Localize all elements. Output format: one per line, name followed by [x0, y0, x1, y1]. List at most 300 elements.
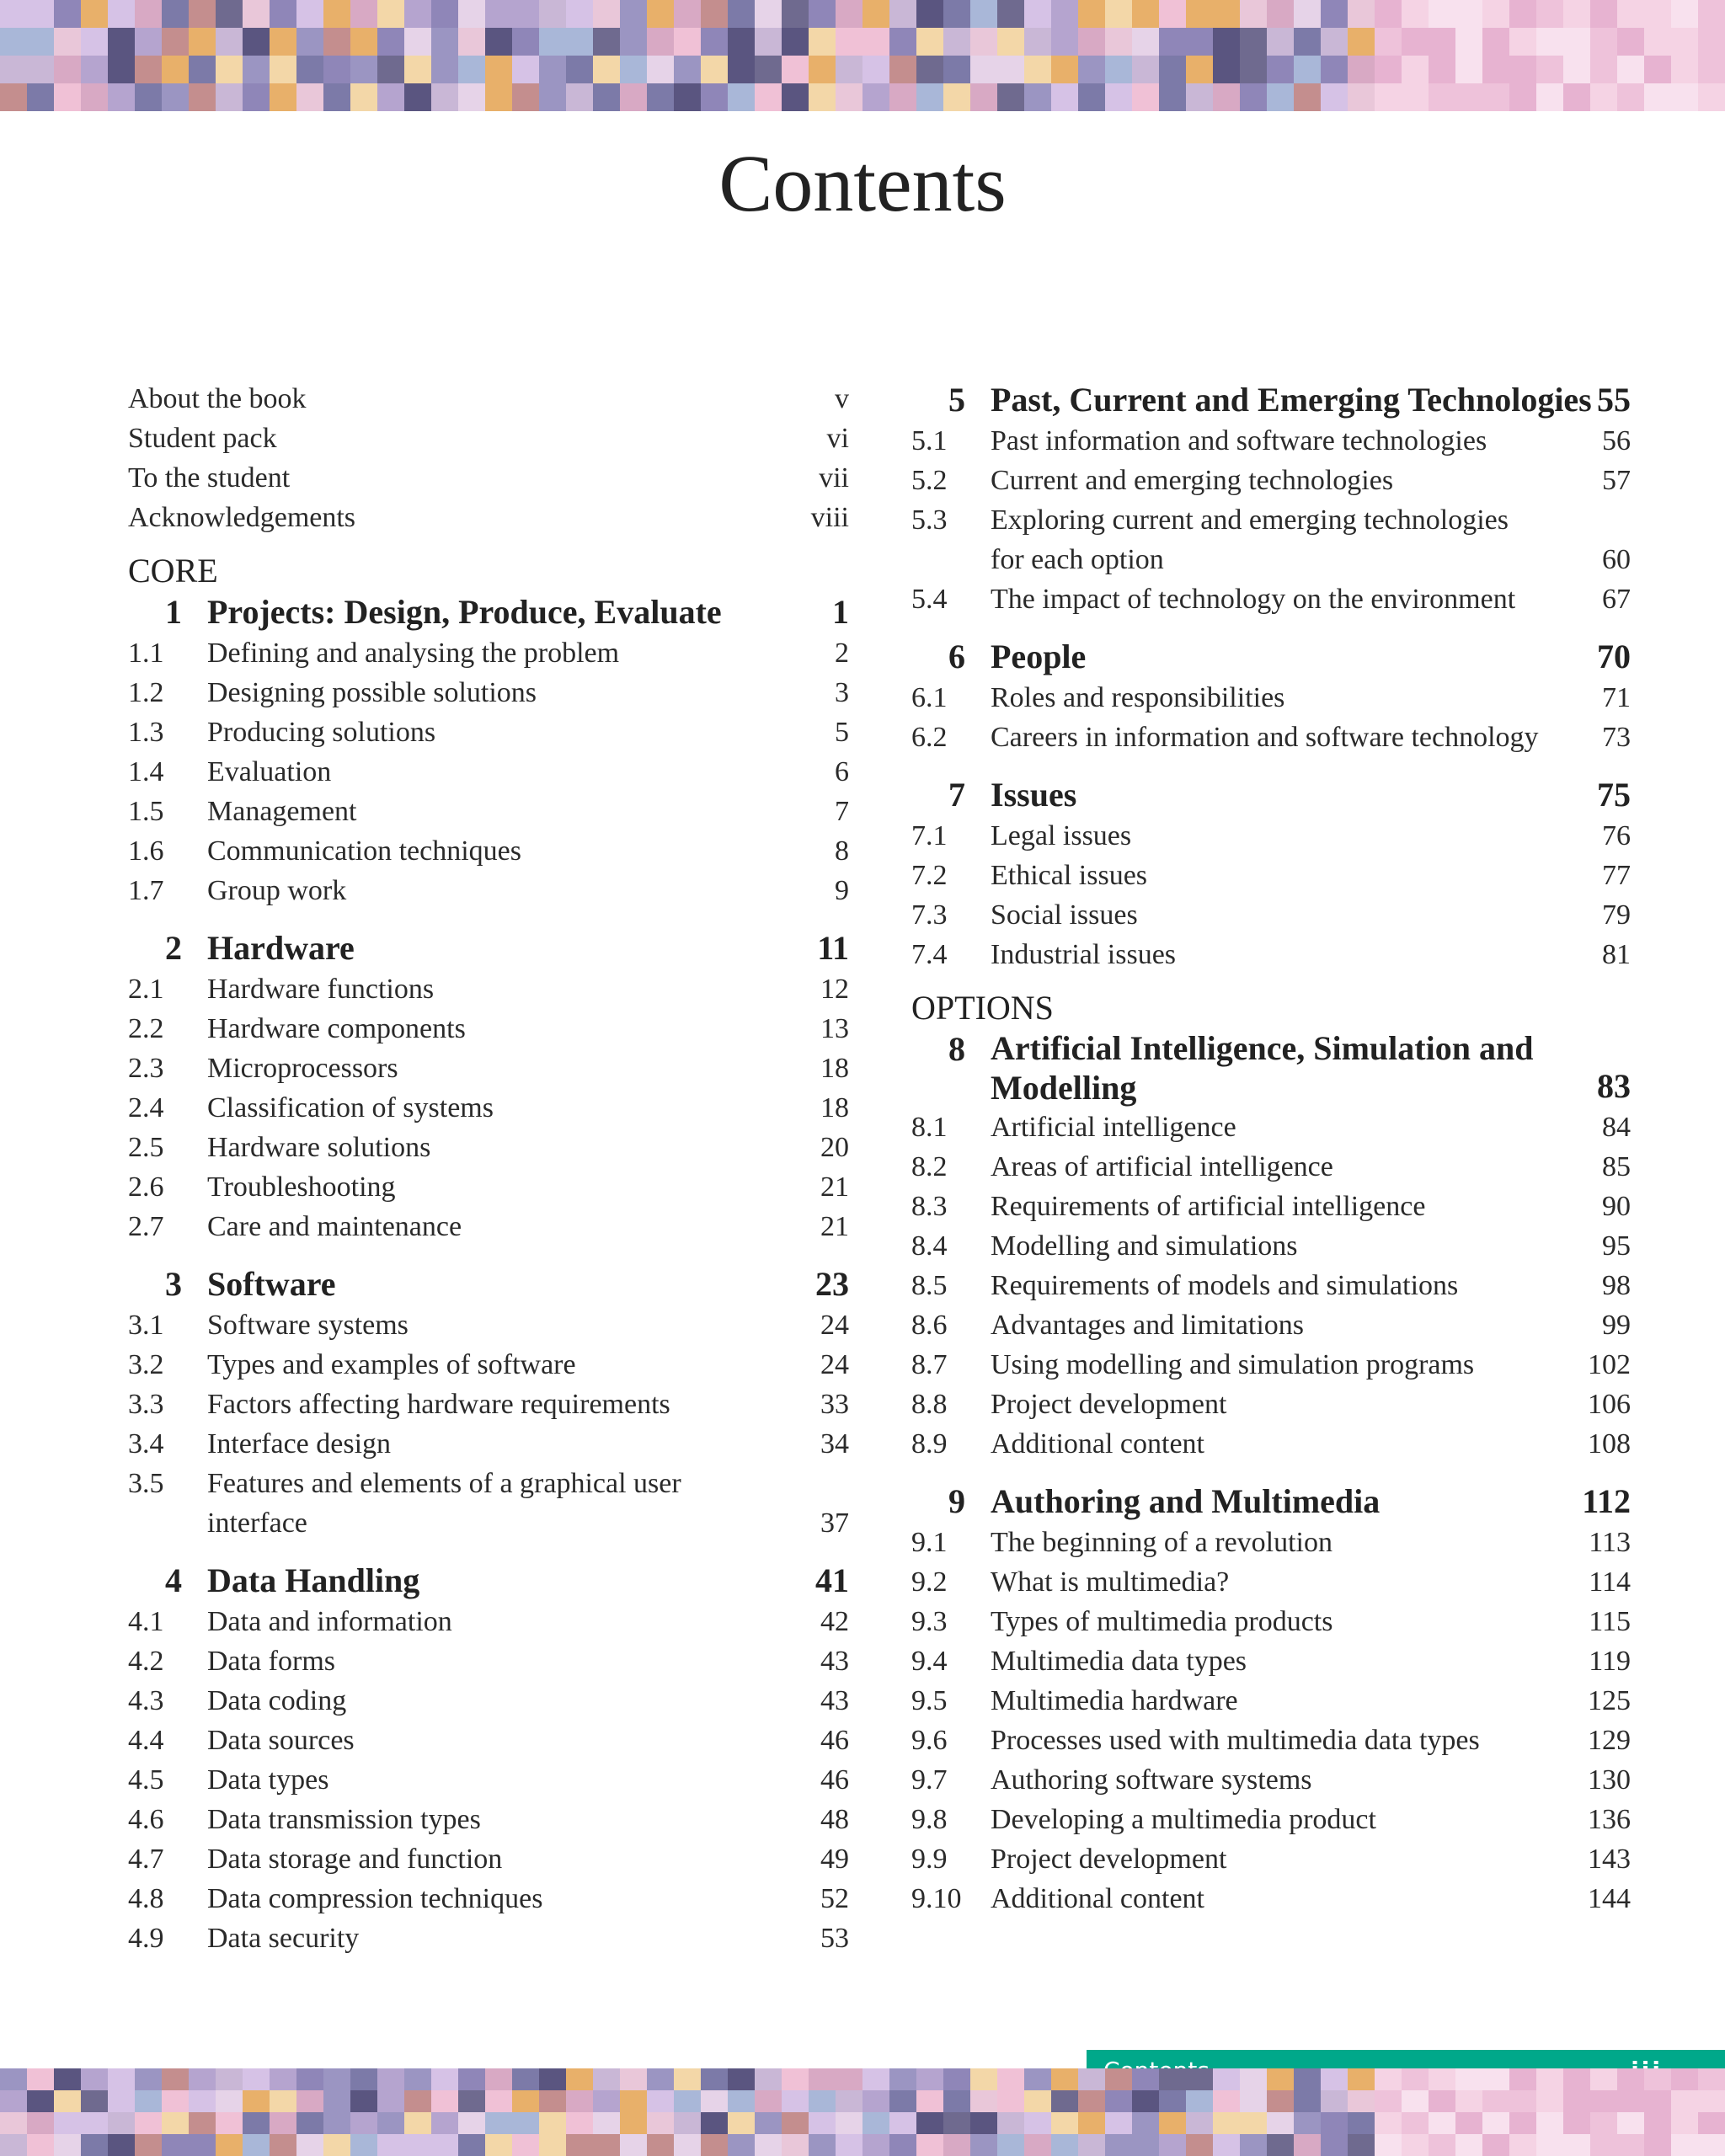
section-number: 9.6: [911, 1725, 948, 1756]
contents-entry[interactable]: [128, 969, 849, 1009]
mosaic-tile: [1375, 2068, 1402, 2090]
mosaic-tile: [243, 2134, 270, 2156]
core-heading: CORE: [128, 552, 218, 590]
mosaic-tile: [1186, 83, 1213, 111]
contents-entry[interactable]: [128, 1207, 849, 1246]
mosaic-tile: [728, 2090, 755, 2112]
contents-entry[interactable]: [911, 1147, 1631, 1187]
contents-entry[interactable]: [911, 1345, 1631, 1385]
mosaic-tile: [1509, 2112, 1536, 2134]
section-title: [991, 1523, 1589, 1562]
section-number: 2.7: [128, 1211, 164, 1242]
contents-entry[interactable]: [911, 816, 1631, 856]
section-title: [991, 895, 1597, 935]
mosaic-tile: [647, 83, 674, 111]
contents-entry[interactable]: [911, 718, 1631, 757]
mosaic-tile: [782, 2112, 809, 2134]
section-title-line: Group work: [207, 875, 347, 906]
mosaic-tile: [782, 28, 809, 56]
mosaic-tile: [1159, 2090, 1186, 2112]
page-number: 18: [820, 1092, 849, 1123]
contents-entry[interactable]: [128, 1049, 849, 1088]
contents-entry[interactable]: [128, 1602, 849, 1641]
mosaic-tile: [1240, 56, 1267, 83]
contents-entry[interactable]: [911, 1562, 1631, 1602]
page-number: 73: [1602, 722, 1631, 753]
contents-entry[interactable]: [911, 1226, 1631, 1266]
contents-entry[interactable]: [911, 579, 1631, 619]
front-matter-list: [128, 379, 849, 537]
mosaic-tile: [458, 2090, 485, 2112]
contents-entry[interactable]: [128, 673, 849, 712]
chapter-heading[interactable]: [128, 1560, 849, 1602]
mosaic-tile: [1698, 56, 1725, 83]
mosaic-tile: [1402, 28, 1429, 56]
page-number: 21: [820, 1171, 849, 1203]
section-number: 7.1: [911, 820, 948, 851]
mosaic-tile: [1213, 2134, 1240, 2156]
section-title: [991, 1760, 1588, 1800]
section-title-line: Exploring current and emerging technologies: [991, 504, 1509, 536]
mosaic-tile: [1348, 2068, 1375, 2090]
mosaic-tile: [728, 2134, 755, 2156]
mosaic-tile: [970, 56, 997, 83]
mosaic-tile: [1159, 28, 1186, 56]
section-title-line: Roles and responsibilities: [991, 682, 1285, 713]
mosaic-tile: [1078, 28, 1105, 56]
mosaic-tile: [1671, 2112, 1698, 2134]
front-matter-item[interactable]: [128, 458, 849, 498]
mosaic-tile: [782, 0, 809, 28]
section-number: 4.1: [128, 1606, 164, 1637]
mosaic-tile: [1105, 0, 1132, 28]
contents-entry[interactable]: [128, 752, 849, 792]
section-title: [207, 1207, 815, 1246]
mosaic-tile: [189, 56, 216, 83]
mosaic-tile: [1132, 0, 1159, 28]
mosaic-tile: [889, 2134, 916, 2156]
mosaic-tile: [1294, 2134, 1321, 2156]
contents-entry[interactable]: [128, 1760, 849, 1800]
section-number: 5.4: [911, 584, 948, 615]
mosaic-tile: [377, 83, 404, 111]
mosaic-tile: [701, 83, 728, 111]
contents-entry[interactable]: [911, 461, 1631, 500]
contents-entry[interactable]: [911, 1107, 1631, 1147]
contents-entry[interactable]: [128, 1879, 849, 1919]
mosaic-tile: [620, 2112, 647, 2134]
contents-entry[interactable]: [911, 1641, 1631, 1681]
section-title: [991, 579, 1597, 619]
mosaic-tile: [593, 28, 620, 56]
mosaic-tile: [647, 56, 674, 83]
contents-entry[interactable]: [911, 1602, 1631, 1641]
section-number: 2.1: [128, 974, 164, 1005]
mosaic-tile: [1024, 83, 1051, 111]
mosaic-tile: [1132, 28, 1159, 56]
section-title: [207, 1721, 815, 1760]
mosaic-tile: [809, 0, 836, 28]
mosaic-tile: [889, 28, 916, 56]
mosaic-tile: [674, 0, 701, 28]
mosaic-tile: [1159, 56, 1186, 83]
mosaic-tile: [1213, 2112, 1240, 2134]
contents-entry[interactable]: [128, 1919, 849, 1958]
mosaic-tile: [1482, 2090, 1509, 2112]
mosaic-tile: [162, 28, 189, 56]
section-title: [207, 1602, 815, 1641]
mosaic-tile: [647, 2112, 674, 2134]
contents-entry[interactable]: [911, 856, 1631, 895]
contents-entry[interactable]: [911, 678, 1631, 718]
contents-entry[interactable]: [128, 1088, 849, 1128]
page-number: 129: [1588, 1725, 1631, 1756]
contents-entry[interactable]: [128, 1424, 849, 1464]
contents-entry[interactable]: [911, 895, 1631, 935]
mosaic-tile: [108, 2112, 135, 2134]
contents-entry[interactable]: [911, 500, 1631, 579]
mosaic-tile: [566, 0, 593, 28]
mosaic-tile: [1132, 2068, 1159, 2090]
mosaic-tile: [916, 2112, 943, 2134]
mosaic-tile: [0, 2090, 27, 2112]
section-title: [991, 1345, 1588, 1385]
section-number: 3.5: [128, 1468, 164, 1499]
contents-entry[interactable]: [911, 1879, 1631, 1919]
section-title-line: Communication techniques: [207, 835, 521, 867]
mosaic-tile: [701, 28, 728, 56]
mosaic-tile: [243, 2090, 270, 2112]
mosaic-tile: [970, 2090, 997, 2112]
contents-entry[interactable]: [128, 1721, 849, 1760]
mosaic-tile: [404, 2068, 431, 2090]
mosaic-tile: [836, 2068, 862, 2090]
mosaic-tile: [916, 28, 943, 56]
chapter-heading[interactable]: [911, 774, 1631, 816]
section-number: 5.1: [911, 425, 948, 456]
section-title: [207, 1167, 815, 1207]
mosaic-tile: [189, 2112, 216, 2134]
section-number: 1.5: [128, 796, 164, 827]
section-title: [991, 1226, 1597, 1266]
mosaic-tile: [566, 56, 593, 83]
page-number: 143: [1588, 1844, 1631, 1875]
mosaic-tile: [1213, 2090, 1240, 2112]
contents-entry[interactable]: [128, 871, 849, 910]
contents-entry[interactable]: [911, 1305, 1631, 1345]
page-number: 83: [1597, 1067, 1631, 1105]
mosaic-tile: [1186, 2090, 1213, 2112]
section-title: [207, 1385, 815, 1424]
mosaic-tile: [54, 0, 81, 28]
section-title-line: Data transmission types: [207, 1804, 481, 1835]
mosaic-tile: [162, 2112, 189, 2134]
section-title: [991, 1641, 1589, 1681]
contents-entry[interactable]: [911, 1721, 1631, 1760]
mosaic-tile: [431, 28, 458, 56]
section-title: [207, 1760, 815, 1800]
mosaic-tile: [404, 2090, 431, 2112]
mosaic-tile: [1132, 2112, 1159, 2134]
contents-entry[interactable]: [911, 1760, 1631, 1800]
contents-entry[interactable]: [911, 1424, 1631, 1464]
section-title-line: Developing a multimedia product: [991, 1804, 1376, 1835]
page-number: 106: [1588, 1389, 1631, 1420]
mosaic-tile: [216, 2112, 243, 2134]
section-title-line: Management: [207, 796, 357, 827]
mosaic-tile: [1671, 56, 1698, 83]
mosaic-tile: [1105, 83, 1132, 111]
chapter-heading[interactable]: [911, 1028, 1631, 1107]
page-number: 8: [835, 835, 849, 867]
contents-entry[interactable]: [128, 1800, 849, 1839]
section-number: 3.2: [128, 1349, 164, 1380]
mosaic-tile: [566, 2068, 593, 2090]
contents-entry[interactable]: [128, 1385, 849, 1424]
mosaic-tile: [1024, 2134, 1051, 2156]
section-number: 8.6: [911, 1310, 948, 1341]
mosaic-tile: [350, 28, 377, 56]
contents-entry[interactable]: [128, 633, 849, 673]
contents-entry[interactable]: [911, 935, 1631, 974]
mosaic-tile: [1024, 2090, 1051, 2112]
contents-entry[interactable]: [911, 1681, 1631, 1721]
contents-entry[interactable]: [911, 1523, 1631, 1562]
mosaic-tile: [862, 56, 889, 83]
mosaic-tile: [593, 2068, 620, 2090]
contents-entry[interactable]: [911, 1839, 1631, 1879]
mosaic-tile: [81, 2134, 108, 2156]
mosaic-tile: [1536, 2134, 1563, 2156]
mosaic-tile: [836, 56, 862, 83]
page-number: 75: [1597, 776, 1631, 814]
section-number: 1.2: [128, 677, 164, 708]
section-number: 2.2: [128, 1013, 164, 1044]
mosaic-tile: [323, 2134, 350, 2156]
contents-entry[interactable]: [911, 1187, 1631, 1226]
mosaic-tile: [539, 28, 566, 56]
mosaic-tile: [701, 2112, 728, 2134]
mosaic-tile: [1563, 83, 1590, 111]
mosaic-tile: [350, 2112, 377, 2134]
section-title-line: Project development: [991, 1389, 1227, 1420]
mosaic-tile: [54, 83, 81, 111]
contents-entry[interactable]: [128, 831, 849, 871]
front-matter-item[interactable]: [128, 379, 849, 419]
section-title: [991, 1107, 1597, 1147]
mosaic-tile: [1078, 2090, 1105, 2112]
page-number: 3: [835, 677, 849, 708]
section-title-line: Microprocessors: [207, 1053, 398, 1084]
contents-entry[interactable]: [128, 792, 849, 831]
mosaic-tile: [1455, 0, 1482, 28]
section-title: [207, 1088, 815, 1128]
mosaic-tile: [108, 28, 135, 56]
section-number: 7.2: [911, 860, 948, 891]
mosaic-tile: [1455, 28, 1482, 56]
mosaic-tile: [162, 83, 189, 111]
mosaic-tile: [782, 2068, 809, 2090]
contents-entry[interactable]: [128, 1345, 849, 1385]
page-number: vii: [819, 462, 849, 494]
chapter-heading[interactable]: [911, 379, 1631, 421]
mosaic-tile: [81, 83, 108, 111]
mosaic-tile: [1321, 28, 1348, 56]
mosaic-tile: [1159, 2068, 1186, 2090]
page-number: 77: [1602, 860, 1631, 891]
contents-entry[interactable]: [128, 1305, 849, 1345]
mosaic-tile: [0, 2112, 27, 2134]
chapter-title-line: Issues: [991, 776, 1077, 814]
mosaic-tile: [1051, 83, 1078, 111]
mosaic-tile: [1617, 56, 1644, 83]
mosaic-tile: [1024, 56, 1051, 83]
mosaic-tile: [1509, 83, 1536, 111]
mosaic-tile: [809, 2090, 836, 2112]
mosaic-tile: [1105, 2112, 1132, 2134]
mosaic-tile: [539, 2112, 566, 2134]
chapter-heading[interactable]: [911, 636, 1631, 678]
mosaic-tile: [162, 2068, 189, 2090]
mosaic-tile: [1348, 2134, 1375, 2156]
chapter-heading[interactable]: [128, 591, 849, 633]
chapter-number: 4: [165, 1561, 182, 1599]
mosaic-tile: [566, 28, 593, 56]
chapter-title-line: Artificial Intelligence, Simulation and: [991, 1029, 1534, 1067]
mosaic-tile: [566, 2090, 593, 2112]
contents-entry[interactable]: [128, 1681, 849, 1721]
mosaic-tile: [728, 2068, 755, 2090]
chapter-number: 1: [165, 593, 182, 631]
mosaic-tile: [1240, 0, 1267, 28]
section-number: 8.9: [911, 1428, 948, 1460]
contents-entry[interactable]: [128, 1009, 849, 1049]
mosaic-tile: [566, 83, 593, 111]
spacer: [911, 619, 1631, 636]
decorative-mosaic-bottom: [0, 2068, 1725, 2156]
mosaic-tile: [1509, 2134, 1536, 2156]
page-number: 114: [1589, 1566, 1631, 1598]
mosaic-tile: [674, 56, 701, 83]
mosaic-tile: [782, 2090, 809, 2112]
page-number: 119: [1589, 1646, 1631, 1677]
section-number: 9.8: [911, 1804, 948, 1835]
section-title: [991, 421, 1597, 461]
mosaic-tile: [216, 2068, 243, 2090]
contents-left-column: [128, 379, 849, 1958]
contents-entry[interactable]: [911, 1266, 1631, 1305]
mosaic-tile: [1482, 2068, 1509, 2090]
section-number: 4.6: [128, 1804, 164, 1835]
contents-entry[interactable]: [128, 1464, 849, 1543]
chapter-heading[interactable]: [911, 1481, 1631, 1523]
contents-entry[interactable]: [128, 1128, 849, 1167]
mosaic-tile: [997, 28, 1024, 56]
section-title-line: Data sources: [207, 1725, 355, 1756]
mosaic-tile: [1105, 28, 1132, 56]
mosaic-tile: [1563, 56, 1590, 83]
mosaic-tile: [1132, 2134, 1159, 2156]
mosaic-tile: [458, 2112, 485, 2134]
mosaic-tile: [1671, 2068, 1698, 2090]
mosaic-tile: [728, 2112, 755, 2134]
mosaic-tile: [1644, 83, 1671, 111]
mosaic-tile: [862, 2112, 889, 2134]
mosaic-tile: [270, 2068, 296, 2090]
mosaic-tile: [243, 2068, 270, 2090]
section-number: 4.7: [128, 1844, 164, 1875]
mosaic-tile: [809, 2134, 836, 2156]
mosaic-tile: [1321, 2134, 1348, 2156]
mosaic-tile: [916, 2090, 943, 2112]
page-number: 60: [1602, 544, 1631, 575]
mosaic-tile: [323, 83, 350, 111]
core-chapters-continued: [911, 379, 1631, 974]
mosaic-tile: [1105, 2090, 1132, 2112]
chapter-heading[interactable]: [128, 927, 849, 969]
page-title: Contents: [718, 138, 1007, 228]
mosaic-tile: [809, 83, 836, 111]
section-title: [991, 816, 1597, 856]
contents-entry[interactable]: [911, 421, 1631, 461]
page-number: 136: [1588, 1804, 1631, 1835]
contents-entry[interactable]: [911, 1800, 1631, 1839]
contents-entry[interactable]: [128, 1641, 849, 1681]
contents-entry[interactable]: [128, 1839, 849, 1879]
front-matter-item[interactable]: [128, 419, 849, 458]
chapter-heading[interactable]: [128, 1263, 849, 1305]
spacer: [911, 1464, 1631, 1481]
contents-entry[interactable]: [911, 1385, 1631, 1424]
section-number: 1.1: [128, 638, 164, 669]
section-title: [991, 1839, 1588, 1879]
mosaic-tile: [593, 2090, 620, 2112]
mosaic-tile: [350, 0, 377, 28]
mosaic-tile: [1671, 2134, 1698, 2156]
mosaic-tile: [1321, 0, 1348, 28]
page-number: 43: [820, 1685, 849, 1716]
page-number: 11: [817, 929, 849, 967]
page-number: 24: [820, 1310, 849, 1341]
page-number: 46: [820, 1725, 849, 1756]
mosaic-tile: [1482, 2112, 1509, 2134]
mosaic-tile: [512, 2068, 539, 2090]
section-number: 5.3: [911, 504, 948, 536]
front-matter-item[interactable]: [128, 498, 849, 537]
mosaic-tile: [1024, 2068, 1051, 2090]
mosaic-tile: [701, 2134, 728, 2156]
mosaic-tile: [566, 2112, 593, 2134]
mosaic-tile: [539, 2134, 566, 2156]
mosaic-tile: [916, 2068, 943, 2090]
mosaic-tile: [54, 2134, 81, 2156]
mosaic-tile: [674, 2112, 701, 2134]
section-number: 2.6: [128, 1171, 164, 1203]
mosaic-tile: [323, 2090, 350, 2112]
mosaic-tile: [1321, 2068, 1348, 2090]
mosaic-tile: [943, 2134, 970, 2156]
mosaic-tile: [1402, 2112, 1429, 2134]
mosaic-tile: [1105, 56, 1132, 83]
page-number: 23: [815, 1265, 849, 1303]
contents-entry[interactable]: [128, 712, 849, 752]
mosaic-tile: [620, 2068, 647, 2090]
page-number: 24: [820, 1349, 849, 1380]
contents-entry[interactable]: [128, 1167, 849, 1207]
mosaic-tile: [1051, 28, 1078, 56]
mosaic-tile: [1644, 56, 1671, 83]
mosaic-tile: [404, 28, 431, 56]
